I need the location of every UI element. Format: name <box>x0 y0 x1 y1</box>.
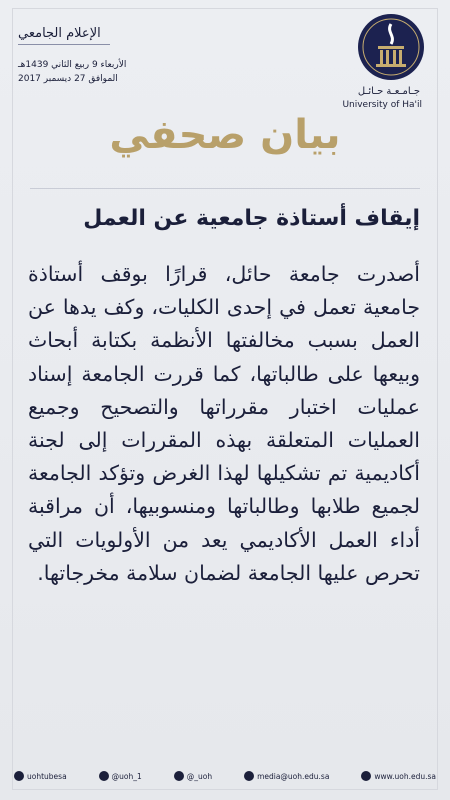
university-logo-icon <box>356 12 426 94</box>
footer-text: media@uoh.edu.sa <box>257 771 330 781</box>
youtube-icon <box>14 771 24 781</box>
footer-item-instagram[interactable] <box>174 771 212 781</box>
globe-icon <box>361 771 371 781</box>
body-text: أصدرت جامعة حائل، قرارًا بوقف أستاذة جامعية تعمل في إحدى الكليات، وكف يدها عن العمل بسبب مخالفتها الأنظمة بكتابة أبحاث وبيعها على طالباتها، كما قررت الجامعة إسناد عمليات اختبار مقرراتها والتصحيح وجميع العمليات المتعلقة بهذه المقررات إلى لجنة أكاديمية تم تشكيلها لهذا الغرض وتؤكد الجامعة لجميع طلابها وطالباتها ومنسوبيها، أن مراقبة أداء العمل الأكاديمي يعد من الأولويات التي تحرص عليها الجامعة لضمان سلامة مخرجاتها. <box>28 262 420 585</box>
date-gregorian: الموافق 27 ديسمبر 2017 <box>18 74 118 84</box>
footer-text: @uoh_1 <box>111 771 142 781</box>
headline: بيان صحفي <box>109 112 341 158</box>
instagram-icon <box>174 771 184 781</box>
date-hijri: الأربعاء 9 ربيع الثاني 1439هـ <box>18 60 127 70</box>
divider <box>30 188 420 189</box>
department-name: الإعلام الجامعي <box>18 26 101 41</box>
footer-text: www.uoh.edu.sa <box>374 771 436 781</box>
contact-footer <box>0 764 450 788</box>
department-underline <box>18 44 110 45</box>
release-date <box>18 58 126 86</box>
footer-item-snapchat[interactable] <box>99 771 142 781</box>
footer-text: @_uoh <box>186 771 213 781</box>
subject-title: إيقاف أستاذة جامعية عن العمل <box>83 206 420 231</box>
footer-text: uohtubesa <box>27 771 67 781</box>
university-name-en: University of Ha'il <box>342 100 422 110</box>
university-name-ar: جـامـعـة حـائـل <box>357 86 420 97</box>
footer-item-youtube[interactable] <box>14 771 67 781</box>
footer-item-website[interactable] <box>361 771 436 781</box>
footer-item-email[interactable] <box>244 771 329 781</box>
email-icon <box>244 771 254 781</box>
snapchat-icon <box>99 771 109 781</box>
